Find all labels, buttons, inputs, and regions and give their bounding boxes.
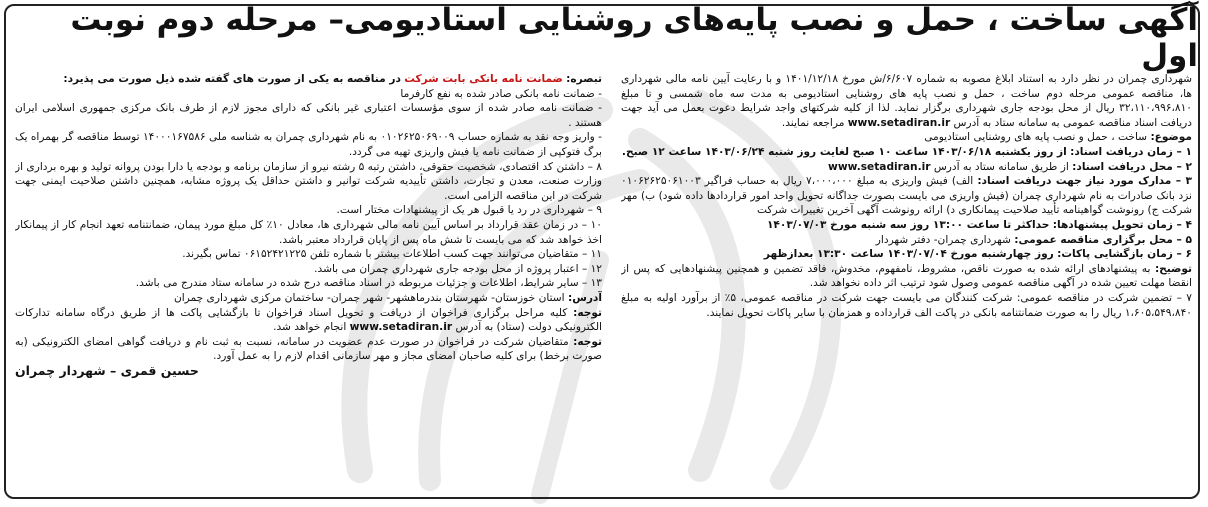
item-7: ۷ – تضمین شرکت در مناقصه عمومی: شرکت کنندگان می بایست جهت شرکت در مناقصه عمومی، ۵٪ از برآورد اولیه به مبلغ ۱،۶۰۵،۵۴۹،۸۴۰ ریال را به صورت ضمانتنامه بانکی در پاکت الف قرارداده و همزمان با سایر پاکات تحویل نمایند. <box>621 291 1192 319</box>
note-paragraph: توضیح: به پیشنهادهای ارائه شده به صورت ناقص، مشروط، نامفهوم، مخدوش، فاقد تضمین و همچنین پیشنهادهایی که پس از انقضا مهلت تعیین شده در آگهی مناقصه عمومی وصول شود ترتیب اثر داده نخواهد شد. <box>621 262 1192 290</box>
item-11: ۱۱ – متقاضیان می‌توانند جهت کسب اطلاعات بیشتر با شماره تلفن ۰۶۱۵۲۴۲۱۲۲۵ تماس بگیرند. <box>182 248 602 261</box>
address-line: آدرس: استان خوزستان- شهرستان بندرماهشهر- شهر چمران- ساختمان مرکزی شهرداری چمران <box>173 291 602 304</box>
item-8: ۸ – داشتن کد اقتصادی، شخصیت حقوقی، داشتن رتبه ۵ رشته نیرو از سازمان برنامه و بودجه یا دارا بودن پروانه تولید و بهره برداری از وزارت صنعت، معدن و تجارت، داشتن تأییدیه شرکت توانیر و داشتن حداقل یک پروژه مشابه، همچنین داشتن صلاحیت ایمنی جهت شرکت در این مناقصه الزامی است. <box>15 160 602 202</box>
item-9: ۹ – شهرداری در رد یا قبول هر یک از پیشنهادات مختار است. <box>336 204 602 217</box>
item-1: ۱ – زمان دریافت اسناد: از روز یکشنبه ۱۴۰۳/۰۶/۱۸ ساعت ۱۰ صبح لغایت روز شنبه ۱۴۰۳/۰۶/۲۴ ساعت ۱۲ صبح. <box>621 145 1192 158</box>
guarantee-bullet-1: - ضمانت نامه بانکی صادر شده به نفع کارفرما <box>400 87 602 100</box>
item-5: ۵ – محل برگزاری مناقصه عمومی: شهرداری چمران- دفتر شهردار <box>875 233 1192 246</box>
signature: حسین قمری – شهردار چمران <box>15 362 199 378</box>
item-3: ۳ – مدارک مورد نیاز جهت دریافت اسناد: الف) فیش واریزی به مبلغ ۷،۰۰۰،۰۰۰ ریال به حساب فراگیر ۰۱۰۶۲۶۲۵۰۶۱۰۰۳ نزد بانک صادرات به نام شهرداری چمران (فیش واریزی می بایست بصورت جداگانه تحویل واحد امور قراردادها داده شود) ب) مهر شرکت ج) رونوشت گواهینامه تأیید صلاحیت پیمانکاری د) ارائه رونوشت آگهی آخرین تغییرات شرکت <box>621 175 1192 217</box>
left-column <box>15 72 602 487</box>
right-column <box>621 72 1192 487</box>
setad-link-2[interactable]: www.setadiran.ir <box>828 160 931 173</box>
item-12: ۱۲ – اعتبار پروژه از محل بودجه جاری شهرداری چمران می باشد. <box>314 262 602 275</box>
item-10: ۱۰ – در زمان عقد قرارداد بر اساس آیین نامه مالی شهرداری ها، معادل ۱۰٪ کل مبلغ مورد پیمان، ضمانتنامه تعهد انجام کار از پیمانکار اخذ خواهد شد که می بایست تا شش ماه پس از پایان قرارداد معتبر باشد. <box>15 218 602 246</box>
subject-line: موضوع: ساخت ، حمل و نصب پایه های روشنایی استادیومی <box>924 131 1192 144</box>
setad-link-3[interactable]: www.setadiran.ir <box>349 321 453 334</box>
item-13: ۱۳ – سایر شرایط، اطلاعات و جزئیات مربوطه در اسناد مناقصه درج شده در سامانه ستاد مندرج می باشد. <box>135 277 602 290</box>
guarantee-highlight: ضمانت نامه بانکی بابت شرکت <box>404 73 563 85</box>
guarantee-note: تبصره: ضمانت نامه بانکی بابت شرکت در مناقصه به یکی از صورت های گفته شده ذیل صورت می پذیرد: <box>63 73 602 85</box>
intro-paragraph: شهرداری چمران در نظر دارد به استناد ابلاغ مصوبه به شماره ۶/۶۰۷/ش مورخ ۱۴۰۱/۱۲/۱۸ و با رعایت آیین نامه مالی شهرداری ها، مناقصه عمومی مرحله دوم ساخت ، حمل و نصب پایه های روشنایی استادیومی به مدت سه ماه شمسی و تا مبلغ ۳۲،۱۱۰،۹۹۶،۸۱۰ ریال از محل بودجه جاری شهرداری برگزار نماید. لذا از کلیه شرکتهای واجد شرایط دعوت بعمل می آید جهت دریافت اسناد مناقصه عمومی به سامانه ستاد به آدرس www.setadiran.ir مراجعه نمایند. <box>621 73 1192 129</box>
attention-1: توجه: کلیه مراحل برگزاری فراخوان از دریافت و تحویل اسناد فراخوان تا بازگشایی پاکت ها از طریق درگاه سامانه تدارکات الکترونیکی دولت (ستاد) به آدرس www.setadiran.ir انجام خواهد شد. <box>15 306 602 334</box>
guarantee-bullet-3: - واریز وجه نقد به شماره حساب ۰۱۰۲۶۲۵۰۶۹۰۰۹ به نام شهرداری چمران به شناسه ملی ۱۴۰۰۰۱۶۷۵۸۶ توسط مناقصه گر بهمراه یک برگ فتوکپی از ضمانت نامه یا فیش واریزی تهیه می گردد. <box>15 131 602 158</box>
item-6: ۶ – زمان بازگشایی پاکات: روز چهارشنبه مورخ ۱۴۰۳/۰۷/۰۴ ساعت ۱۳:۳۰ بعدازظهر <box>763 248 1192 261</box>
item-4: ۴ – زمان تحویل پیشنهادها: حداکثر تا ساعت ۱۳:۰۰ روز سه شنبه مورخ ۱۴۰۳/۰۷/۰۳ <box>766 218 1192 231</box>
setad-link[interactable]: www.setadiran.ir <box>847 116 951 129</box>
guarantee-bullet-2: - ضمانت نامه صادر شده از سوی مؤسسات اعتباری غیر بانکی که دارای مجوز لازم از طرف بانک مرکزی جمهوری اسلامی ایران هستند . <box>15 102 602 129</box>
ad-title: آگهی ساخت ، حمل و نصب پایه‌های روشنایی استادیومی– مرحله دوم نوبت اول <box>70 2 1198 74</box>
item-2: ۲ – محل دریافت اسناد: از طریق سامانه ستاد به آدرس www.setadiran.ir <box>828 160 1192 173</box>
attention-2: توجه: متقاضیان شرکت در فراخوان در صورت عدم عضویت در سامانه، نسبت به ثبت نام و دریافت گواهی امضای الکترونیکی (به صورت برخط) برای کلیه صاحبان امضای مجاز و مهر سازمانی اقدام لازم را به عمل آورد. <box>15 335 602 363</box>
